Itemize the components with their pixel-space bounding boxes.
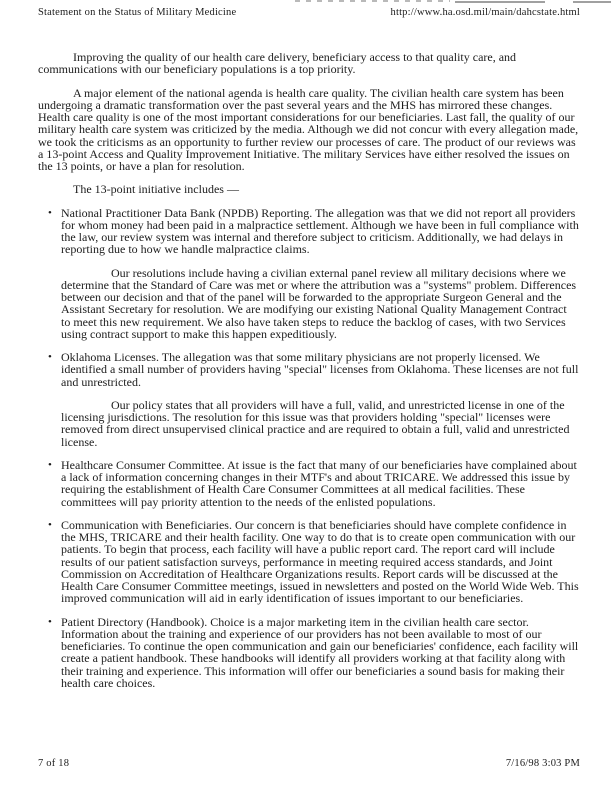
list-item-text: Communication with Beneficiaries. Our concern is that beneficiaries should have complete confidence in the MHS, TRICARE and their health facility. One way to do that is to create open communication with our patients. To begin that process, each facility will have a public report card. The report card will include results of our patient satisfaction surveys, performance in meeting required access standards, and Joint Commission on Accreditation of Healthcare Organizations results. Report cards will be discussed at the Health Care Consumer Committee meetings, issued in newsletters and posted on the World Wide Web. This improved communication will aid in early identification of issues important to our beneficiaries. — [61, 517, 579, 606]
scan-artifact-dashed — [295, 0, 450, 2]
print-timestamp: 7/16/98 3:03 PM — [505, 758, 580, 769]
page-header — [38, 7, 580, 18]
document-title: Statement on the Status of Military Medicine — [38, 7, 237, 18]
list-item-patient-directory — [38, 616, 579, 690]
page-number: 7 of 18 — [38, 758, 70, 769]
scan-artifact-bar — [573, 1, 611, 3]
bullet-icon: • — [48, 351, 52, 363]
bullet-icon: • — [48, 458, 52, 471]
list-item-text: Patient Directory (Handbook). Choice is a major marketing item in the civilian health care sector. Information about the training and experience of our providers has not been available to most of our beneficiaries. To continue the open communication and gain our beneficiaries' confidence, each facility will create a patient handbook. These handbooks will identify all providers working at that facility along with their training and experience. This information will offer our beneficiaries a sound basis for making their health care choices. — [61, 614, 579, 690]
paragraph-quality-priority: Improving the quality of our health care delivery, beneficiary access to that quality care, and communications with our beneficiary populations is a top priority. — [38, 50, 517, 77]
list-item-communication — [38, 519, 579, 605]
subparagraph-license-policy: Our policy states that all providers will have a full, valid, and unrestricted license in one of the licensing jurisdictions. The resolution for this issue was that providers holding "special" licenses were removed from direct unsupervised clinical practice and are required to obtain a full, valid and unrestricted license. — [61, 397, 570, 449]
list-item-text: Healthcare Consumer Committee. At issue is the fact that many of our beneficiaries have complained about a lack of information concerning changes in their MTF's and about TRICARE. We addressed this issue by requiring the establishment of Health Care Consumer Committees at all medical facilities. These committees will pay priority attention to the needs of the enlisted populations. — [61, 457, 577, 509]
list-item-text: Oklahoma Licenses. The allegation was that some military physicians are not properly licensed. We identified a small number of providers having "special" licenses from Oklahoma. These licenses are not full and unrestricted. — [61, 350, 579, 389]
subparagraph-resolutions: Our resolutions include having a civilian external panel review all military decisions where we determine that the Standard of Care was met or where the attribution was a "systems" problem. Differences between our decision and that of the panel will be forwarded to the appropriate Surgeon General and the Assistant Secretary for resolution. We are modifying our existing National Quality Management Contract to meet this new requirement. We also have taken steps to reduce the backlog of cases, with two Services using contract support to make this happen expeditiously. — [61, 265, 577, 341]
document-body — [38, 51, 579, 700]
list-item-npdb-reporting — [38, 207, 579, 256]
page-footer — [38, 758, 580, 769]
list-intro: The 13-point initiative includes — — [73, 182, 239, 197]
bullet-icon: • — [48, 615, 52, 628]
paragraph-national-agenda: A major element of the national agenda is health care quality. The civilian health care system has been undergoing a dramatic transformation over the past several years and the MHS has mirrored these changes. Health care quality is one of the most important considerations for our beneficiaries. Last fall, the quality of our military health care system was criticized by the media. Although we did not concur with every allegation made, we took the criticisms as an opportunity to further review our processes of care. The product of our reviews was a 13-point Access and Quality Improvement Initiative. The military Services have either resolved the issues on the 13 points, or have a plan for resolution. — [38, 85, 579, 173]
scan-artifact-bar — [455, 1, 545, 3]
list-item-consumer-committee — [38, 459, 579, 508]
list-item-oklahoma-licenses — [38, 351, 579, 388]
document-url: http://www.ha.osd.mil/main/dahcstate.html — [390, 7, 580, 18]
bullet-icon: • — [48, 206, 52, 219]
bullet-icon: • — [48, 518, 52, 531]
list-item-text: National Practitioner Data Bank (NPDB) Reporting. The allegation was that we did not report all providers for whom money had been paid in a malpractice settlement. Although we have been in full compliance with the law, our review system was internal and therefore subject to criticism. Additionally, we had delays in reporting due to how we handle malpractice claims. — [61, 205, 579, 257]
